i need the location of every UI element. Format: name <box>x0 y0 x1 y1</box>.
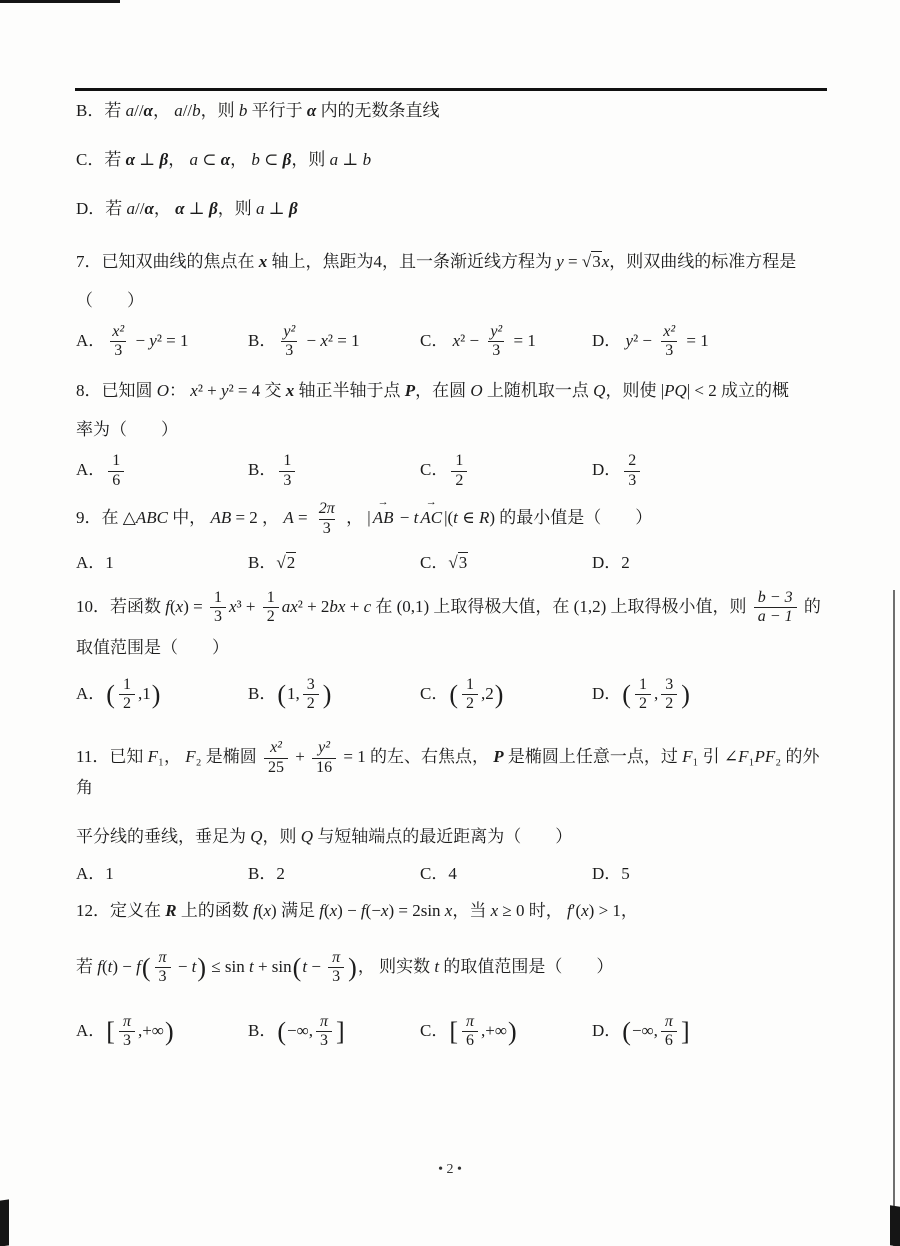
question-10-stem-continued: 取值范围是（ ） <box>76 637 229 657</box>
q10-option-c: C．( $\frac{1}{2}$ ,2) <box>420 675 504 713</box>
question-8-stem: 8．已知圆 O： x² + y² = 4 交 x 轴正半轴于点 P，在圆 O 上随机取一点 Q，则使 |PQ| < 2 成立的概 <box>76 381 790 401</box>
question-8-options <box>76 452 832 490</box>
q12-option-b: B．(−∞, $\frac{\pi}{3}$ ] <box>248 1012 345 1050</box>
header-rule <box>75 88 827 91</box>
scan-artifact-bottom-left <box>0 1199 9 1246</box>
page-content <box>76 100 832 1071</box>
q9-option-d: D．2 <box>592 552 630 572</box>
q8-option-c: C． $\frac{1}{2}$ <box>420 452 592 490</box>
question-7-answer-blank: （ ） <box>76 290 144 310</box>
question-11-options <box>76 859 832 884</box>
q7-option-b: B． $\frac{\text{y²}}{3}$ − x² = 1 <box>248 322 360 360</box>
q12-option-a: A．[ $\frac{\pi}{3}$ ,+∞) <box>76 1012 174 1050</box>
question-12-options <box>76 1013 832 1051</box>
q9-option-c: C．√3 <box>420 552 468 572</box>
q12-option-d: D．(−∞, $\frac{\pi}{6}$ ] <box>592 1012 690 1050</box>
question-12-line1: 12．定义在 R 上的函数 f(x) 满足 f(x) − f(−x) = 2sin x，当 x ≥ 0 时， f′(x) > 1， <box>76 901 638 921</box>
q10-option-d: D．( $\frac{1}{2}$ , $\frac{3}{2}$ ) <box>592 675 690 713</box>
q12-option-c: C．[ $\frac{\pi}{6}$ ,+∞) <box>420 1012 517 1050</box>
scan-artifact-right-edge <box>893 590 895 1246</box>
q9-option-a: A．1 <box>76 552 114 572</box>
q8-option-b: B． $\frac{1}{3}$ <box>248 452 420 490</box>
question-7-stem: 7．已知双曲线的焦点在 x 轴上，焦距为4，且一条渐近线方程为 y = √3x，则双曲线的标准方程是 <box>76 251 797 271</box>
q11-option-c: C．4 <box>420 864 457 884</box>
page-number: • 2 • <box>438 1162 462 1177</box>
q11-option-d: D．5 <box>592 864 630 884</box>
question-10-options <box>76 676 832 714</box>
question-8-stem-continued: 率为（ ） <box>76 420 178 440</box>
q7-option-c: C． x² − $\frac{\text{y²}}{3}$ = 1 <box>420 322 536 360</box>
q11-option-b: B．2 <box>248 864 285 884</box>
question-7-options <box>76 323 832 361</box>
q8-option-a: A． $\frac{1}{6}$ <box>76 452 248 490</box>
q11-option-a: A．1 <box>76 864 114 884</box>
q6-option-d: D．若 a//α， α ⊥ β，则 a ⊥ β <box>76 198 298 218</box>
question-9-stem: 9．在 △ABC 中， AB = 2 ， A = $\frac{2\pi}{3}$ ， | → AB − t → AC |(t ∈ R) 的最小值是（ ） <box>76 500 832 538</box>
q7-option-d: D． y² − $\frac{\text{x²}}{3}$ = 1 <box>592 322 709 360</box>
q10-option-a: A．( $\frac{1}{2}$ ,1) <box>76 675 161 713</box>
question-10-stem: 10．若函数 f(x) = $\frac{1}{3}$ x³ + $\frac{1}{2}$ ax² + 2bx + c 在 (0,1) 上取得极大值，在 (1,2) 上取得极小值，则 $\frac{b - 3}{a - 1}$ 的 <box>76 588 821 626</box>
q6-option-b: B．若 a//α， a//b，则 b 平行于 α 内的无数条直线 <box>76 101 440 120</box>
question-12-line2: 若 f(t) − f( $\frac{\pi}{3}$ − t) ≤ sin t + sin(t − $\frac{\pi}{3}$ )， 则实数 t 的取值范围是（ ） <box>76 949 614 986</box>
q10-option-b: B．(1, $\frac{3}{2}$ ) <box>248 675 332 713</box>
question-11-stem: 11．已知 F₁， F₂ 是椭圆 $\frac{\text{x²}}{25}$ + $\frac{\text{y²}}{16}$ = 1 的左、右焦点， P 是椭圆上任意一点，过 F₁ 引 ∠F₁PF₂ 的外角 <box>76 739 820 798</box>
q8-option-d: D． $\frac{2}{3}$ <box>592 452 643 490</box>
question-9-options <box>76 548 832 573</box>
scan-artifact-bottom-right <box>890 1205 900 1246</box>
scan-artifact-top <box>0 0 120 3</box>
question-11-stem-continued: 平分线的垂线，垂足为 Q，则 Q 与短轴端点的最近距离为（ ） <box>76 827 573 847</box>
q6-option-c: C．若 α ⊥ β， a ⊂ α， b ⊂ β，则 a ⊥ b <box>76 149 372 169</box>
q9-option-b: B．√2 <box>248 552 296 572</box>
q7-option-a: A． $\frac{\text{x²}}{3}$ − y² = 1 <box>76 322 189 360</box>
